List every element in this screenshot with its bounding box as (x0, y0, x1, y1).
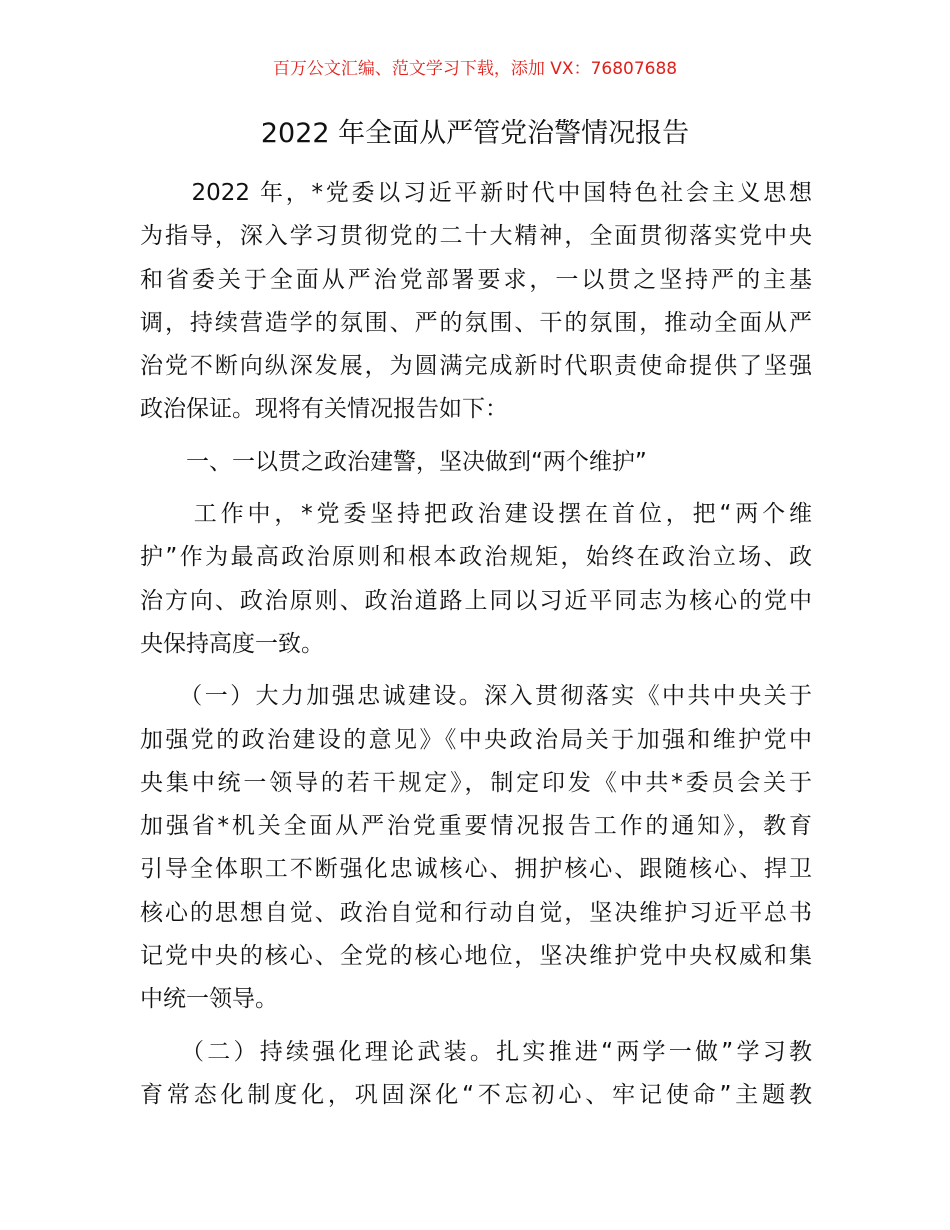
header-note: 百万公文汇编、范文学习下载，添加 VX：76807688 (272, 59, 678, 79)
document-title: 2022 年全面从严管党治警情况报告 (260, 118, 690, 149)
text-line: 工作中，*党委坚持把政治建设摆在首位，把“两个维 (140, 501, 812, 528)
text-line: 治党不断向纵深发展，为圆满完成新时代职责使命提供了坚强 (140, 353, 812, 380)
text-line: 政治保证。现将有关情况报告如下： (140, 396, 508, 423)
text-line: 央保持高度一致。 (140, 630, 324, 657)
text-line: 加强党的政治建设的意见》《中央政治局关于加强和维护党中 (140, 726, 812, 753)
document-body (140, 172, 812, 1117)
text-line: 记党中央的核心、全党的核心地位，坚决维护党中央权威和集 (140, 943, 812, 970)
text-line: 调，持续营造学的氛围、严的氛围、干的氛围，推动全面从严 (140, 309, 812, 336)
text-line: 和省委关于全面从严治党部署要求，一以贯之坚持严的主基 (140, 266, 812, 293)
text-line: 育常态化制度化，巩固深化“不忘初心、牢记使命”主题教 (140, 1081, 812, 1108)
paragraph-intro (140, 172, 812, 432)
paragraph-loyalty (140, 675, 812, 1021)
text-line: 加强省*机关全面从严治党重要情况报告工作的通知》，教育 (140, 813, 812, 840)
text-line: 一、一以贯之政治建警，坚决做到“两个维护” (140, 448, 647, 475)
text-line: 引导全体职工不断强化忠诚核心、拥护核心、跟随核心、捍卫 (140, 856, 812, 883)
text-line: 中统一领导。 (140, 986, 278, 1013)
text-line: （一）大力加强忠诚建设。深入贯彻落实《中共中央关于 (140, 683, 812, 710)
text-line: 护”作为最高政治原则和根本政治规矩，始终在政治立场、政 (140, 544, 812, 571)
text-line: 2022 年，*党委以习近平新时代中国特色社会主义思想 (140, 180, 812, 206)
text-line: （二）持续强化理论武装。扎实推进“两学一做”学习教 (140, 1038, 812, 1065)
text-line: 核心的思想自觉、政治自觉和行动自觉，坚决维护习近平总书 (140, 899, 812, 926)
text-line: 为指导，深入学习贯彻党的二十大精神，全面贯彻落实党中央 (140, 223, 812, 250)
text-line: 治方向、政治原则、政治道路上同以习近平同志为核心的党中 (140, 587, 812, 614)
section-heading (140, 441, 812, 484)
paragraph-section-intro (140, 493, 812, 666)
paragraph-theory (140, 1031, 812, 1118)
text-line: 央集中统一领导的若干规定》，制定印发《中共*委员会关于 (140, 769, 812, 796)
